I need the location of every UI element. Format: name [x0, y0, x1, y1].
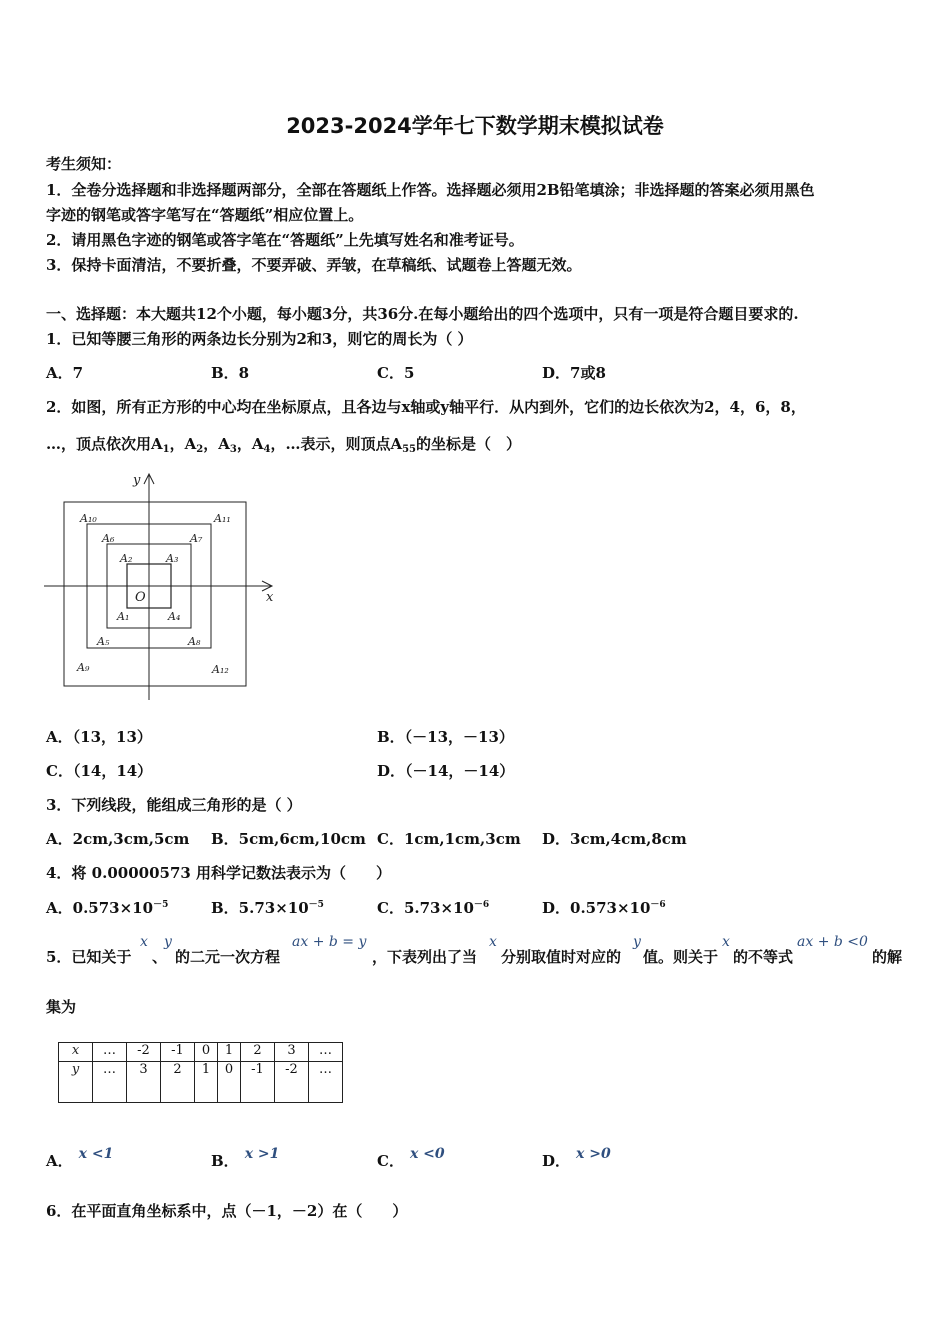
table-cell: 1	[218, 1043, 241, 1062]
label-a4: A₄	[168, 610, 181, 623]
q2-option-c[interactable]: C．（14，14）	[46, 762, 153, 780]
table-cell: …	[309, 1062, 343, 1103]
table-cell: x	[59, 1043, 93, 1062]
q5-value-table	[58, 1042, 343, 1103]
q5-stem-p7: 的不等式	[733, 948, 794, 966]
q5-stem-p8: 的解	[872, 948, 903, 966]
label-a12: A₁₂	[212, 663, 229, 676]
table-cell: 3	[127, 1062, 161, 1103]
table-cell: y	[59, 1062, 93, 1103]
label-a11: A₁₁	[214, 512, 231, 525]
q2-option-a[interactable]: A．（13，13）	[46, 728, 152, 746]
q5-option-a[interactable]: A． x <1	[46, 1146, 114, 1170]
q1-option-a[interactable]: A．7	[46, 364, 84, 382]
label-a5: A₅	[97, 635, 110, 648]
q5-stem-p1: 5．已知关于	[46, 948, 132, 966]
q5-math-y: y	[164, 934, 172, 950]
label-a10: A₁₀	[80, 512, 97, 525]
q2-stem-line1: 2．如图，所有正方形的中心均在坐标原点，且各边与x轴或y轴平行．从内到外，它们的边长依次为2，4，6，8，	[46, 398, 806, 416]
q4-option-c[interactable]: C．$5.73\times 10^{-6}$	[377, 899, 490, 917]
notice-item-2: 2．请用黑色字迹的钢笔或答字笔在“答题纸”上先填写姓名和准考证号。	[46, 231, 524, 249]
label-a3: A₃	[166, 552, 179, 565]
notice-heading: 考生须知：	[46, 155, 122, 173]
q5-math-x3: x	[722, 934, 730, 950]
q4-stem: 4．将 0.00000573 用科学记数法表示为（ ）	[46, 864, 392, 882]
label-a7: A₇	[190, 532, 203, 545]
label-a6: A₆	[102, 532, 115, 545]
q4-option-d[interactable]: D．$0.573\times 10^{-6}$	[542, 899, 666, 917]
q5-math-equation: ax + b = y	[292, 934, 367, 950]
q5-option-c[interactable]: C． x <0	[377, 1146, 445, 1170]
notice-item-1a: 1．全卷分选择题和非选择题两部分，全部在答题纸上作答。选择题必须用2B铅笔填涂；非选择题的答案必须用黑色	[46, 181, 815, 199]
q6-stem: 6．在平面直角坐标系中，点（－1，－2）在（ ）	[46, 1202, 408, 1220]
label-a8: A₈	[188, 635, 201, 648]
q5-option-d[interactable]: D． x >0	[542, 1146, 611, 1170]
y-axis-label: y	[133, 473, 141, 488]
q3-stem: 3．下列线段，能组成三角形的是（ ）	[46, 796, 302, 814]
q2-option-d[interactable]: D．（－14，－14）	[377, 762, 515, 780]
q5-math-x: x	[140, 934, 148, 950]
table-cell: 3	[275, 1043, 309, 1062]
q4-option-b[interactable]: B．$5.73\times 10^{-5}$	[211, 899, 324, 917]
q5-stem-p4: ，下表列出了当	[372, 948, 478, 966]
table-row	[59, 1043, 343, 1062]
q3-option-b[interactable]: B．5cm,6cm,10cm	[211, 830, 366, 848]
label-a1: A₁	[117, 610, 130, 623]
q5-stem-p6: 值。则关于	[643, 948, 719, 966]
q5-math-x2: x	[489, 934, 497, 950]
q1-option-b[interactable]: B．8	[211, 364, 250, 382]
table-cell: -2	[275, 1062, 309, 1103]
q1-option-d[interactable]: D．7或8	[542, 364, 606, 382]
page-title: 2023-2024学年七下数学期末模拟试卷	[286, 114, 664, 138]
table-cell: …	[93, 1043, 127, 1062]
q3-option-c[interactable]: C．1cm,1cm,3cm	[377, 830, 521, 848]
table-cell: 2	[241, 1043, 275, 1062]
q5-math-inequality: ax + b <0	[797, 934, 868, 950]
q5-option-b[interactable]: B． x >1	[211, 1146, 280, 1170]
origin-label: O	[135, 590, 146, 605]
table-cell: …	[309, 1043, 343, 1062]
section-1-heading: 一、选择题：本大题共12个小题，每小题3分，共36分.在每小题给出的四个选项中，只有一项是符合题目要求的.	[46, 305, 799, 323]
table-cell: -2	[127, 1043, 161, 1062]
table-cell: 1	[195, 1062, 218, 1103]
q5-stem-p5: 分别取值时对应的	[501, 948, 622, 966]
table-cell: -1	[161, 1043, 195, 1062]
q5-stem-p3: 的二元一次方程	[175, 948, 281, 966]
table-cell: 2	[161, 1062, 195, 1103]
table-cell: 0	[195, 1043, 218, 1062]
q3-option-a[interactable]: A．2cm,3cm,5cm	[46, 830, 190, 848]
table-row	[59, 1062, 343, 1103]
q2-stem-line2: …，顶点依次用$A_1$，$A_2$，$A_3$，$A_4$，…表示，则顶点$A_{55}$的坐标是（ ）	[46, 435, 522, 455]
x-axis-label: x	[266, 590, 274, 605]
q3-option-d[interactable]: D．3cm,4cm,8cm	[542, 830, 687, 848]
q5-stem-p2: 、	[152, 948, 168, 966]
label-a9: A₉	[77, 661, 90, 674]
q2-option-b[interactable]: B．（－13，－13）	[377, 728, 514, 746]
notice-item-3: 3．保持卡面清洁，不要折叠，不要弄破、弄皱，在草稿纸、试题卷上答题无效。	[46, 256, 582, 274]
table-cell: …	[93, 1062, 127, 1103]
table-cell: -1	[241, 1062, 275, 1103]
square-side-8	[64, 502, 246, 686]
table-cell: 0	[218, 1062, 241, 1103]
label-a2: A₂	[120, 552, 133, 565]
notice-item-1b: 字迹的钢笔或答字笔写在“答题纸”相应位置上。	[46, 206, 364, 224]
q1-stem: 1．已知等腰三角形的两条边长分别为2和3，则它的周长为（ ）	[46, 330, 473, 348]
q4-option-a[interactable]: A．$0.573\times 10^{-5}$	[46, 899, 169, 917]
q2-figure-squares	[40, 468, 280, 703]
q5-stem-p9: 集为	[46, 998, 77, 1016]
q1-option-c[interactable]: C．5	[377, 364, 415, 382]
q5-math-y2: y	[633, 934, 641, 950]
